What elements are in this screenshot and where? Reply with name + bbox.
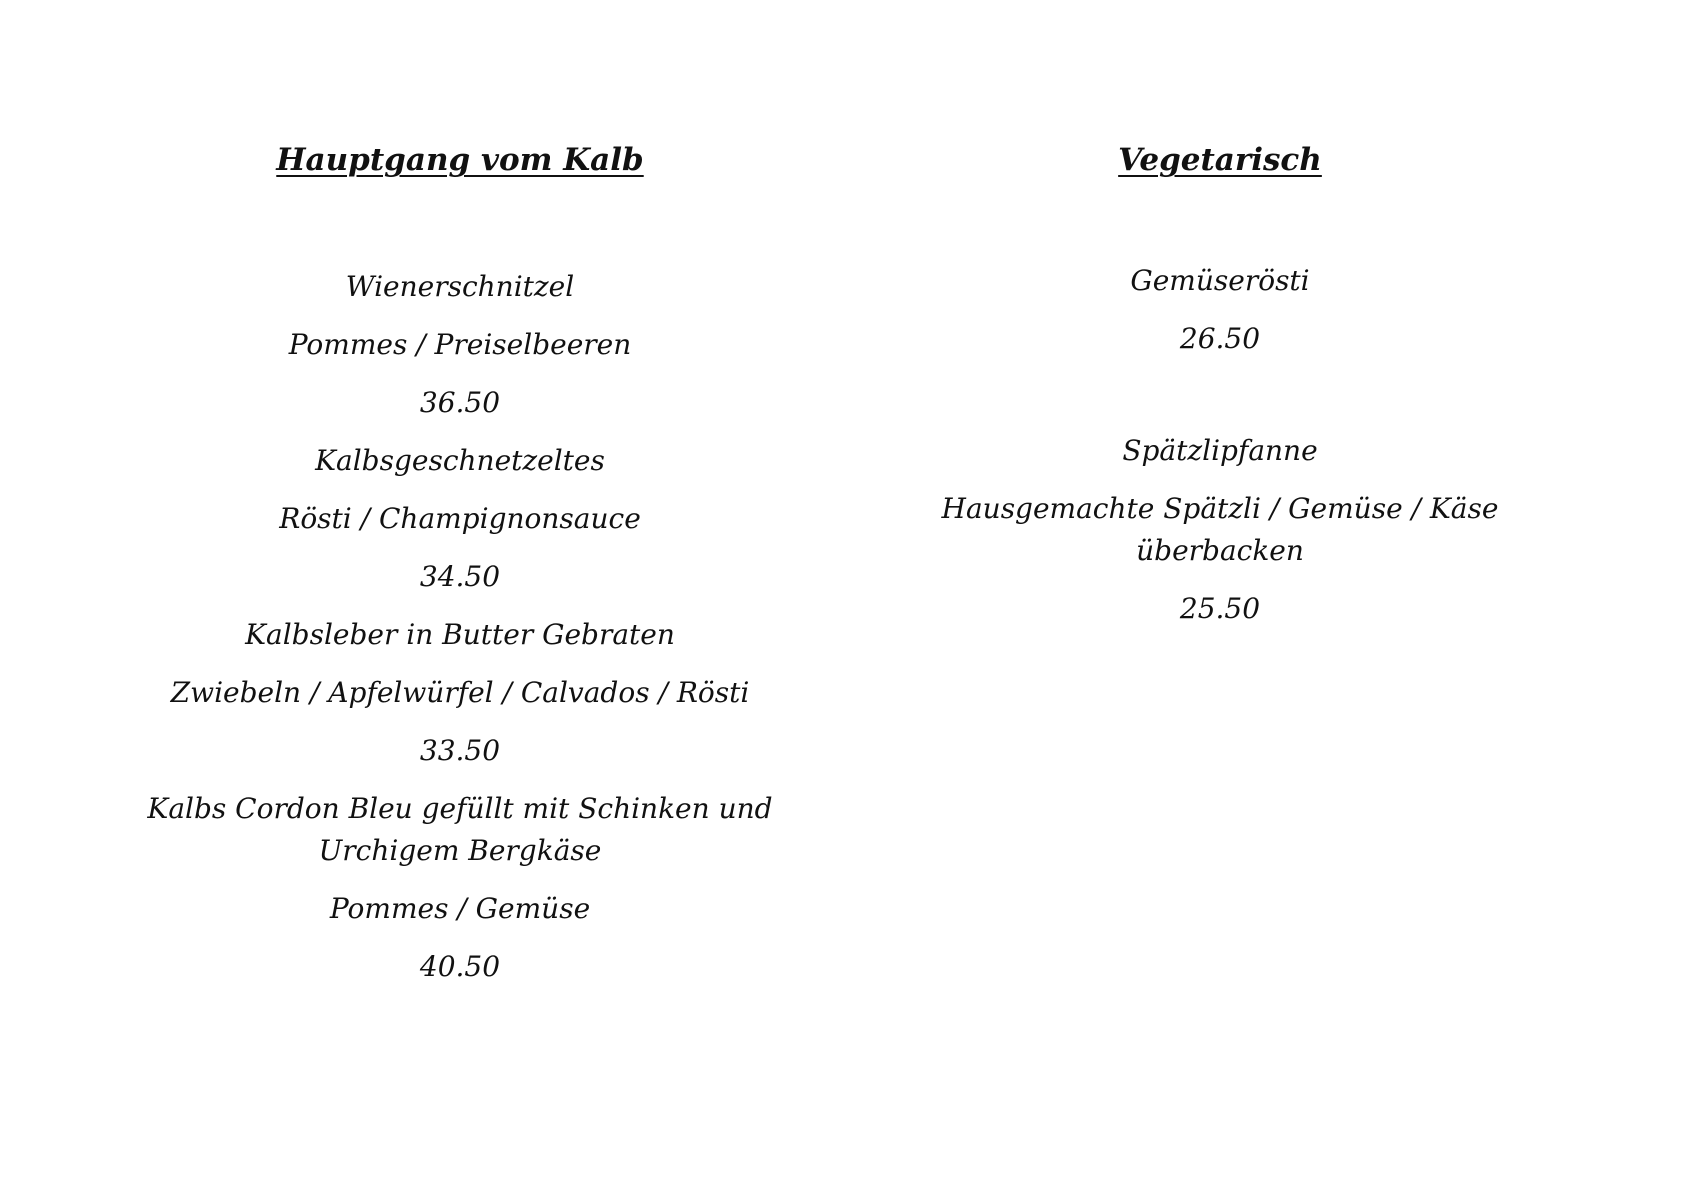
menu-item-name: Wienerschnitzel	[345, 270, 575, 303]
item-spacer	[890, 376, 1550, 430]
section-title: Vegetarisch	[1118, 142, 1322, 178]
menu-item-name: Gemüserösti	[1130, 264, 1310, 297]
menu-item	[130, 614, 790, 772]
menu-item-name: Kalbsgeschnetzeltes	[315, 444, 605, 477]
menu-item-price: 33.50	[419, 734, 501, 767]
section-vegetarisch	[890, 140, 1550, 646]
menu-item-name: Spätzlipfanne	[1122, 434, 1318, 467]
menu-item-name: Kalbsleber in Butter Gebraten	[245, 618, 675, 651]
menu-item-description: Hausgemachte Spätzli / Gemüse / Käse überbacken	[941, 492, 1499, 567]
menu-item-price: 40.50	[419, 950, 501, 983]
menu-item-price: 26.50	[1179, 322, 1261, 355]
menu-item	[130, 266, 790, 424]
menu-item	[130, 788, 790, 988]
menu-item	[890, 260, 1550, 360]
menu-item-description: Pommes / Gemüse	[329, 892, 591, 925]
menu-item-description: Zwiebeln / Apfelwürfel / Calvados / Rösti	[170, 676, 750, 709]
menu-item-price: 34.50	[419, 560, 501, 593]
menu-item-price: 25.50	[1179, 592, 1261, 625]
menu-item	[890, 430, 1550, 630]
menu-item-name: Kalbs Cordon Bleu gefüllt mit Schinken und Urchigem Bergkäse	[147, 792, 773, 867]
menu-item-description: Rösti / Champignonsauce	[279, 502, 641, 535]
menu-item-price: 36.50	[419, 386, 501, 419]
section-hauptgang-vom-kalb	[130, 140, 790, 1004]
section-title: Hauptgang vom Kalb	[276, 142, 644, 178]
menu-item	[130, 440, 790, 598]
menu-item-description: Pommes / Preiselbeeren	[288, 328, 632, 361]
